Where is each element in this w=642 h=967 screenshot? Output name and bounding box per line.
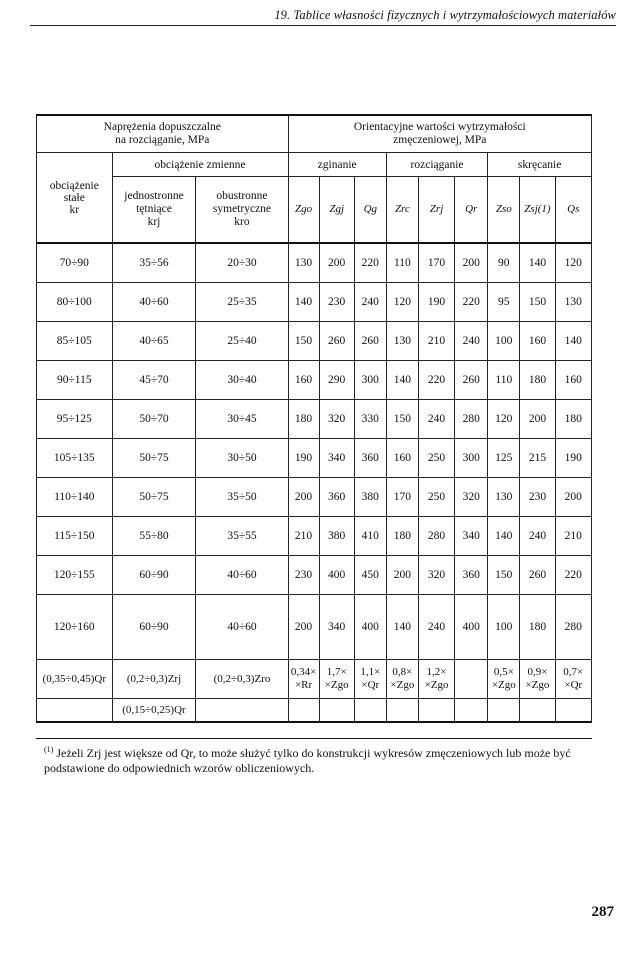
table-cell: 30÷50 [196,439,288,478]
table-cell: 80÷100 [37,283,113,322]
footnote [44,742,592,776]
table-cell: 200 [319,243,354,283]
table-cell: 160 [386,439,418,478]
group-allowable-stress-header: Naprężenia dopuszczalne na rozciąganie, MPa [37,115,289,153]
sub-header: Zrj [418,177,454,244]
ratio-cell: (0,15÷0,25)Qr [112,699,196,723]
table-row [37,517,592,556]
table-cell: 35÷50 [196,478,288,517]
table-row [37,361,592,400]
table-cell: 400 [455,595,488,660]
table-cell: 180 [555,400,591,439]
table-cell: 45÷70 [112,361,196,400]
table-cell: 40÷60 [196,556,288,595]
empty-cell [418,699,454,723]
table-cell: 150 [520,283,555,322]
table-cell: 130 [555,283,591,322]
ratio-cell: 1,7× ×Zgo [319,660,354,699]
empty-cell [354,699,386,723]
empty-cell [455,699,488,723]
table-cell: 95 [488,283,520,322]
table-cell: 160 [555,361,591,400]
table-cell: 250 [418,439,454,478]
table-cell: 40÷60 [196,595,288,660]
ratio-cell [455,660,488,699]
sub-header: Zrc [386,177,418,244]
table-cell: 50÷75 [112,478,196,517]
group-fatigue-strength-header: Orientacyjne wartości wytrzymałości zmęczeniowej, MPa [288,115,591,153]
table-cell: 200 [288,595,319,660]
table-row [37,400,592,439]
table-cell: 360 [319,478,354,517]
table-cell: 215 [520,439,555,478]
table-cell: 200 [288,478,319,517]
table-cell: 220 [455,283,488,322]
table-cell: 450 [354,556,386,595]
ratio-cell: 1,1× ×Qr [354,660,386,699]
table-cell: 50÷75 [112,439,196,478]
empty-cell [386,699,418,723]
table-cell: 140 [288,283,319,322]
table-cell: 150 [288,322,319,361]
table-cell: 95÷125 [37,400,113,439]
sub-header: Zso [488,177,520,244]
table-cell: 110 [386,243,418,283]
table-row [37,322,592,361]
table-cell: 330 [354,400,386,439]
table-cell: 120÷160 [37,595,113,660]
sub-header: Zsj(1) [520,177,555,244]
ratio-row-2 [37,699,592,723]
table-cell: 240 [455,322,488,361]
table-cell: 180 [520,361,555,400]
col-static-load-header: obciążenie stałe kr [37,153,113,244]
table-cell: 35÷56 [112,243,196,283]
table-cell: 130 [288,243,319,283]
table-cell: 130 [386,322,418,361]
table-row [37,439,592,478]
table-bottom-rule [36,738,592,739]
table-cell: 40÷65 [112,322,196,361]
torsion-header: skręcanie [488,153,592,177]
table-cell: 260 [520,556,555,595]
sub-header: Qg [354,177,386,244]
ratio-cell: 0,7× ×Qr [555,660,591,699]
table-cell: 380 [319,517,354,556]
ratio-cell: 0,9× ×Zgo [520,660,555,699]
ratio-cell: (0,2÷0,3)Zro [196,660,288,699]
table-cell: 180 [288,400,319,439]
table-cell: 340 [319,439,354,478]
table-cell: 400 [319,556,354,595]
table-cell: 120 [555,243,591,283]
empty-cell [488,699,520,723]
table-cell: 85÷105 [37,322,113,361]
table-cell: 55÷80 [112,517,196,556]
table-cell: 200 [520,400,555,439]
table-cell: 320 [418,556,454,595]
table-cell: 160 [520,322,555,361]
table-cell: 25÷40 [196,322,288,361]
table-cell: 340 [319,595,354,660]
header-rule [30,25,616,26]
footnote-mark: (1) [44,745,54,754]
page-header: 19. Tablice własności fizycznych i wytrzymałościowych materiałów [274,8,616,22]
table-cell: 140 [386,595,418,660]
table-cell: 50÷70 [112,400,196,439]
ratio-cell: (0,2÷0,3)Zrj [112,660,196,699]
table-cell: 90÷115 [37,361,113,400]
empty-cell [196,699,288,723]
empty-cell [288,699,319,723]
table-cell: 190 [418,283,454,322]
table-cell: 320 [455,478,488,517]
table-cell: 100 [488,595,520,660]
table-cell: 25÷35 [196,283,288,322]
table-cell: 170 [386,478,418,517]
table-cell: 250 [418,478,454,517]
table-cell: 190 [555,439,591,478]
table-cell: 120÷155 [37,556,113,595]
table-cell: 260 [455,361,488,400]
table-cell: 115÷150 [37,517,113,556]
table-cell: 240 [418,595,454,660]
table-cell: 140 [520,243,555,283]
ratio-row [37,660,592,699]
table-cell: 120 [386,283,418,322]
variable-load-header: obciążenie zmienne [112,153,288,177]
table-cell: 340 [455,517,488,556]
table-cell: 240 [418,400,454,439]
table-cell: 90 [488,243,520,283]
table-cell: 110 [488,361,520,400]
table-cell: 170 [418,243,454,283]
table-cell: 200 [386,556,418,595]
table-cell: 120 [488,400,520,439]
table-cell: 320 [319,400,354,439]
table-cell: 140 [386,361,418,400]
table-row [37,478,592,517]
table-cell: 230 [319,283,354,322]
table-cell: 150 [488,556,520,595]
sub-header: Zgo [288,177,319,244]
table-cell: 210 [555,517,591,556]
table-cell: 110÷140 [37,478,113,517]
table-cell: 410 [354,517,386,556]
table-cell: 230 [520,478,555,517]
col-pulsating-header: jednostronne tętniące krj [112,177,196,244]
table-cell: 30÷45 [196,400,288,439]
table-cell: 160 [288,361,319,400]
ratio-cell: 1,2× ×Zgo [418,660,454,699]
table-cell: 220 [418,361,454,400]
table-cell: 125 [488,439,520,478]
table-cell: 360 [455,556,488,595]
table-cell: 100 [488,322,520,361]
table-cell: 200 [455,243,488,283]
table-cell: 300 [455,439,488,478]
table-cell: 290 [319,361,354,400]
table-cell: 20÷30 [196,243,288,283]
sub-header: Zgj [319,177,354,244]
table-cell: 140 [488,517,520,556]
footnote-text: Jeżeli Zrj jest większe od Qr, to może służyć tylko do konstrukcji wykresów zmęczeniowych lub może być podstawione do odpowiednich wzorów obliczeniowych. [44,746,571,775]
empty-cell [37,699,113,723]
table-cell: 130 [488,478,520,517]
ratio-cell: 0,5× ×Zgo [488,660,520,699]
table-row [37,595,592,660]
table-cell: 190 [288,439,319,478]
table-cell: 180 [520,595,555,660]
table-cell: 260 [354,322,386,361]
sub-header: Qs [555,177,591,244]
table-cell: 280 [555,595,591,660]
ratio-cell: 0,34× ×Rr [288,660,319,699]
table-cell: 260 [319,322,354,361]
table-cell: 280 [418,517,454,556]
tension-header: rozciąganie [386,153,487,177]
page-number: 287 [591,904,614,920]
table-cell: 210 [418,322,454,361]
table-cell: 35÷55 [196,517,288,556]
fatigue-strength-table [36,114,592,723]
table-cell: 240 [520,517,555,556]
table-cell: 70÷90 [37,243,113,283]
table-row [37,556,592,595]
ratio-cell: 0,8× ×Zgo [386,660,418,699]
table-cell: 210 [288,517,319,556]
empty-cell [555,699,591,723]
table-row [37,243,592,283]
table-cell: 40÷60 [112,283,196,322]
table-cell: 60÷90 [112,556,196,595]
table-cell: 230 [288,556,319,595]
col-alternating-header: obustronne symetryczne kro [196,177,288,244]
table-cell: 30÷40 [196,361,288,400]
table-cell: 140 [555,322,591,361]
table-cell: 180 [386,517,418,556]
table-row [37,283,592,322]
ratio-cell: (0,35÷0,45)Qr [37,660,113,699]
table-cell: 360 [354,439,386,478]
table-cell: 280 [455,400,488,439]
table-cell: 240 [354,283,386,322]
empty-cell [319,699,354,723]
table-cell: 300 [354,361,386,400]
table-cell: 400 [354,595,386,660]
table-cell: 220 [555,556,591,595]
table-cell: 220 [354,243,386,283]
empty-cell [520,699,555,723]
table-cell: 105÷135 [37,439,113,478]
table-cell: 150 [386,400,418,439]
bending-header: zginanie [288,153,386,177]
table-cell: 380 [354,478,386,517]
sub-header: Qr [455,177,488,244]
table-cell: 200 [555,478,591,517]
table-cell: 60÷90 [112,595,196,660]
